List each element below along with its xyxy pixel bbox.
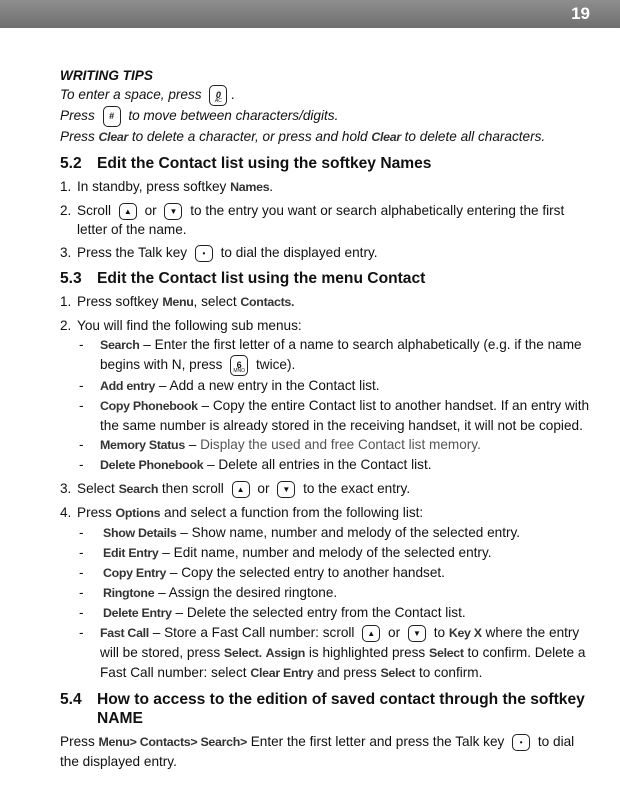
option-desc: and press [316,665,377,680]
submenu-desc: Add a new entry in the Contact list. [169,378,380,393]
item-text: then scroll [161,481,224,496]
up-key-icon [119,203,137,220]
bullet-dash: - [79,525,84,540]
submenu-desc: twice). [255,357,296,373]
tips-line-hash [60,106,595,127]
separator: – [139,337,155,352]
separator: – [154,585,169,600]
item-text: Scroll [77,203,111,218]
softkey-menu: Menu [162,295,194,309]
bullet-dash: - [79,605,84,620]
option-name: Ringtone [103,586,155,600]
softkey-names: Names [230,180,270,194]
softkey-select: Select. [223,646,262,660]
item-text: . [269,179,274,194]
softkey-clear: Clear [371,130,401,144]
section-title: Edit the Contact list using the menu Contact [97,270,426,287]
list-item [60,479,595,499]
option-item [79,603,595,623]
option-name: Show Details [103,526,177,540]
tips-text: to delete all characters. [404,129,546,144]
bullet-dash: - [79,378,84,393]
key-x: Key X [448,626,482,640]
tips-text: Press [60,129,95,144]
submenu-item [79,455,595,475]
list-item [60,243,595,262]
submenu-item [79,396,595,435]
submenu-desc: Copy the entire Contact list to another handset. If an entry with the same number is already stored in the receiving handset, it will not be copied. [100,398,590,433]
bullet-dash: - [79,565,84,580]
key-label: ▼ [169,206,178,216]
item-text: to dial the displayed entry. [220,245,378,260]
talk-key-icon [512,734,530,751]
bullet-dash: - [79,545,84,560]
option-desc: Delete the selected entry from the Contact list. [186,605,466,620]
submenu-name: Search [100,338,140,352]
item-number: 2. [60,203,72,218]
item-text: and select a function from the following list: [164,505,424,520]
bullet-dash: - [79,585,84,600]
bullet-dash: - [79,457,84,472]
key-label: 6 [236,360,242,370]
tips-text: to move between characters/digits. [128,108,339,124]
fast-call-text [100,623,595,683]
menu-assign: Assign [265,646,306,660]
paragraph-text: to dial the displayed entry. [60,734,575,769]
submenu-item [79,376,595,396]
submenu-name: Delete Phonebook [100,458,204,472]
item-text: You will find the following sub menus: [77,318,302,333]
list-item [60,292,595,312]
option-item [79,543,595,563]
option-desc: to [433,625,446,640]
tips-line-clear [60,127,595,147]
section-5-4-heading [60,690,595,728]
tips-text: to delete a character, or press and hold [131,129,368,144]
separator: – [155,378,170,393]
key-6-icon [230,355,248,376]
list-item [60,503,595,523]
item-text: , select [193,294,237,309]
list-item [60,177,595,197]
down-key-icon [408,625,426,642]
item-text: to the exact entry. [303,481,411,496]
option-desc: is highlighted press [308,645,426,660]
option-name: Delete Entry [103,606,172,620]
item-number: 1. [60,294,72,309]
option-item [79,583,595,603]
softkey-select: Select [429,646,464,660]
item-text: Press [77,505,112,520]
key-label: ▼ [412,628,421,638]
talk-key-icon [195,245,213,262]
menu-clear-entry: Clear Entry [250,666,314,680]
page-number: 19 [571,4,590,23]
document-body [60,66,595,771]
key-label: ▼ [282,484,291,494]
key-label: ▲ [236,484,245,494]
page-header-bar [0,0,620,28]
section-title: How to access to the edition of saved contact through the softkey NAME [97,691,585,727]
separator: – [171,605,187,620]
tips-text: To enter a space, press [60,87,202,103]
writing-tips [60,66,595,147]
tips-text: Press [60,108,95,124]
section-title: Edit the Contact list using the softkey Names [97,155,432,172]
up-key-icon [232,481,250,498]
option-name: Edit Entry [103,546,159,560]
key-label: • [519,737,523,747]
tips-line-space [60,85,595,106]
item-text: or [144,203,157,218]
item-text: Press softkey [77,294,159,309]
option-desc: Store a Fast Call number: scroll [164,625,355,640]
bullet-dash: - [79,337,84,352]
key-hash-icon [103,106,121,127]
tips-text: . [231,87,236,103]
option-name: Copy Entry [103,566,167,580]
section-number: 5.2 [60,155,82,172]
key-sublabel: AC [214,98,222,104]
bullet-dash: - [79,398,84,413]
separator: – [148,625,165,640]
section-5-2-heading [60,154,595,173]
key-label: ▲ [123,206,132,216]
option-name: Fast Call [100,626,149,640]
up-key-icon [362,625,380,642]
option-desc: Copy the selected entry to another handset. [181,565,445,580]
submenu-name: Copy Phonebook [100,399,198,413]
bullet-dash: - [79,625,84,640]
item-text: In standby, press softkey [77,179,227,194]
submenu-desc: Enter the first letter of a name to search alphabetically (e.g. if the name begins with N, press [100,337,582,373]
option-desc: Edit name, number and melody of the selected entry. [173,545,492,560]
paragraph-text: Enter the first letter and press the Talk key [250,734,505,749]
item-number: 1. [60,179,72,194]
section-number: 5.3 [60,270,82,287]
down-key-icon [164,203,182,220]
key-label: ▲ [367,628,376,638]
list-item [60,201,595,239]
submenu-item [79,335,595,376]
submenu-desc: Display the used and free Contact list memory. [200,437,481,452]
separator: – [166,565,182,580]
tips-title: WRITING TIPS [60,68,153,83]
item-text: to the entry you want or search alphabetically entering the first letter of the name. [77,203,565,237]
item-number: 4. [60,505,72,520]
section-5-3-heading [60,269,595,288]
section-5-4-paragraph [60,732,595,771]
menu-contacts: Contacts. [240,295,295,309]
bullet-dash: - [79,437,84,452]
option-item-fast-call [79,623,595,683]
list-item [60,316,595,335]
option-desc: Show name, number and melody of the selected entry. [191,525,521,540]
submenu-item [79,435,595,455]
section-number: 5.4 [60,691,82,708]
submenu-name: Memory Status [100,438,185,452]
key-label: • [202,248,206,258]
menu-search: Search [118,482,159,496]
option-desc: to confirm. Delete a Fast Call number: select [100,645,586,680]
option-item [79,563,595,583]
separator: – [184,437,201,452]
separator: – [203,457,219,472]
option-desc: or [388,625,401,640]
submenu-desc: Delete all entries in the Contact list. [218,457,432,472]
option-desc: where the entry will be stored, press [100,625,580,660]
menu-path: Menu> Contacts> Search> [98,735,247,749]
option-desc: Assign the desired ringtone. [168,585,338,600]
item-number: 2. [60,318,72,333]
key-sublabel: MNO [233,368,246,374]
softkey-clear: Clear [98,130,129,144]
submenu-name: Add entry [100,379,156,393]
key-label: # [109,111,115,121]
softkey-options: Options [115,506,161,520]
separator: – [197,398,213,413]
key-label: 0 [215,90,221,100]
down-key-icon [277,481,295,498]
item-text: Press the Talk key [77,245,188,260]
item-number: 3. [60,481,72,496]
paragraph-text: Press [60,734,95,749]
option-item [79,523,595,543]
item-number: 3. [60,245,72,260]
item-text: Select [77,481,115,496]
option-desc: to confirm. [418,665,483,680]
item-text: or [257,481,270,496]
separator: – [176,525,192,540]
softkey-select: Select [380,666,416,680]
key-0-icon [209,85,227,106]
separator: – [158,545,174,560]
